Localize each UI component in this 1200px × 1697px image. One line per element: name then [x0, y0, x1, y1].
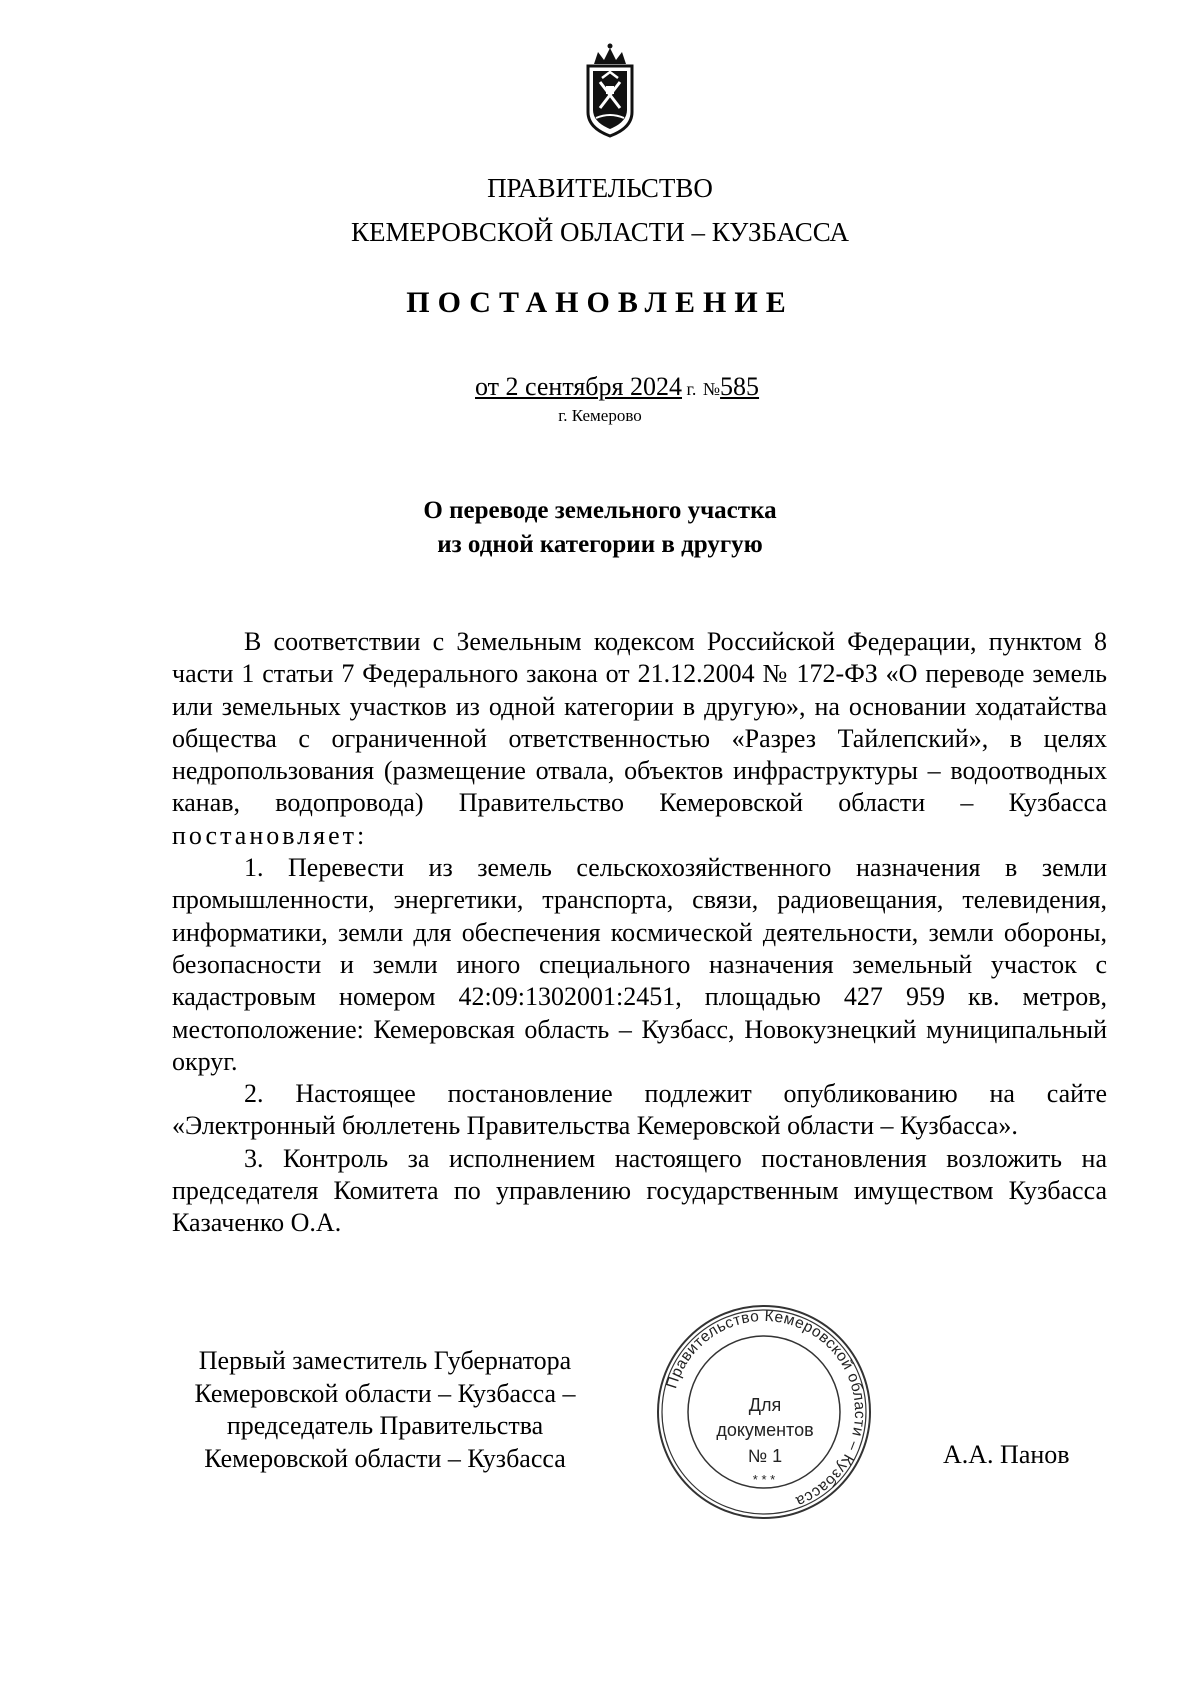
item-3-paragraph: 3. Контроль за исполнением настоящего постановления возложить на председателя Комитета по управлению государственным имуществом Кузбасса Казаченко О.А.	[172, 1143, 1107, 1238]
document-body	[172, 626, 1107, 1240]
subject-line-1: О переводе земельного участка	[423, 497, 777, 524]
item-2-paragraph: 2. Настоящее постановление подлежит опубликованию на сайте «Электронный бюллетень Правительства Кемеровской области – Кузбасса».	[172, 1079, 1107, 1141]
seal-stars: * * *	[752, 1472, 776, 1487]
seal-center-line-1: Для	[748, 1395, 782, 1415]
organization-line-2: КЕМЕРОВСКОЙ ОБЛАСТИ – КУЗБАССА	[351, 217, 849, 247]
city: г. Кемерово	[558, 406, 642, 425]
date-number-line	[475, 372, 759, 402]
document-number: 585	[720, 372, 760, 401]
seal-center-line-3: № 1	[747, 1446, 783, 1466]
signer-position-line-2: Кемеровской области – Кузбасса –	[194, 1378, 576, 1408]
preamble-text: В соответствии с Земельным кодексом Российской Федерации, пунктом 8 части 1 статьи 7 Федерального закона от 21.12.2004 № 172-ФЗ «О переводе земель или земельных участков из одной категории в другую», на основании ходатайства общества с ограниченной ответственностью «Разрез Тайлепский», в целях недропользования (размещение отвала, объектов инфраструктуры – водоотводных канав, водопровода) Правительство Кемеровской области – Кузбасса	[172, 627, 1107, 818]
signer-name: А.А. Панов	[943, 1440, 1070, 1469]
document-type: ПОСТАНОВЛЕНИЕ	[406, 286, 794, 319]
document-date: от 2 сентября 2024	[475, 372, 682, 401]
seal-ring-text: Правительство Кемеровской области – Кузбасса	[663, 1307, 869, 1510]
signer-position-line-4: Кемеровской области – Кузбасса	[204, 1443, 566, 1473]
signer-position	[170, 1345, 600, 1475]
document-subject	[0, 494, 1200, 562]
subject-line-2: из одной категории в другую	[437, 531, 763, 558]
organization-line-1: ПРАВИТЕЛЬСТВО	[487, 173, 713, 203]
resolves-word: постановляет:	[172, 820, 368, 850]
signer-position-line-3: председатель Правительства	[226, 1411, 544, 1440]
coat-of-arms-icon	[580, 42, 640, 138]
year-abbr: г.	[682, 379, 697, 399]
signer-position-line-1: Первый заместитель Губернатора	[198, 1346, 572, 1375]
preamble-paragraph	[172, 626, 1107, 852]
number-sign: №	[702, 379, 721, 399]
seal-center-line-2: документов	[716, 1420, 814, 1440]
item-1-paragraph: 1. Перевести из земель сельскохозяйственного назначения в земли промышленности, энергетики, транспорта, связи, радиовещания, телевидения, информатики, земли для обеспечения космической деятельности, земли обороны, безопасности и земли иного специального назначения земельный участок с кадастровым номером 42:09:1302001:2451, площадью 427 959 кв. метров, местоположение: Кемеровская область – Кузбасс, Новокузнецкий муниципальный округ.	[172, 853, 1107, 1076]
